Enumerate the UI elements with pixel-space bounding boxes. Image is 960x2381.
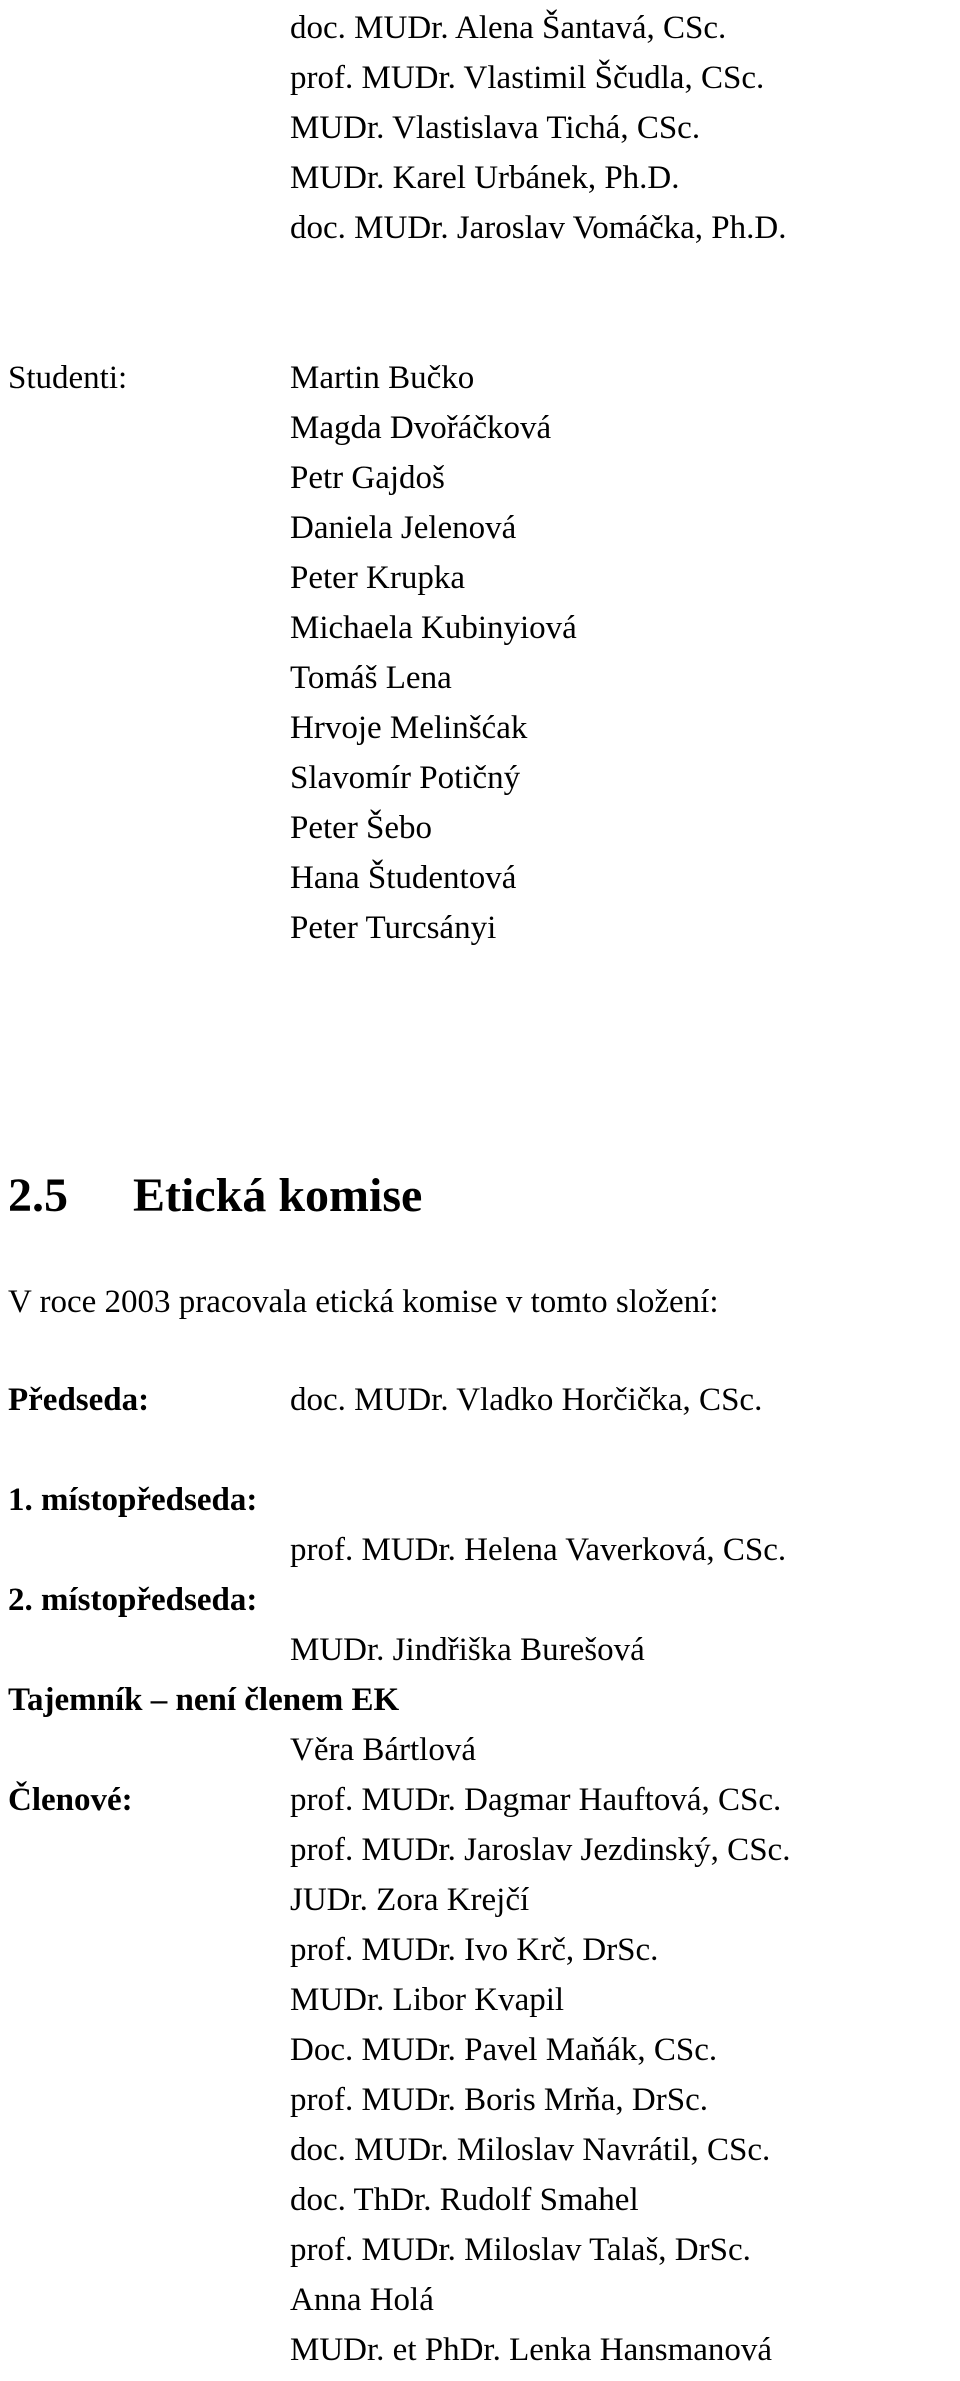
student-name: Hana Študentová — [290, 860, 517, 896]
section-intro: V roce 2003 pracovala etická komise v tomto složení: — [8, 1284, 719, 1320]
student-name: Peter Šebo — [290, 810, 433, 846]
vice-chair-2-label: 2. místopředseda: — [8, 1582, 258, 1618]
vice-chair-1-label: 1. místopředseda: — [8, 1482, 258, 1518]
committee-member-name: prof. MUDr. Vlastimil Ščudla, CSc. — [290, 60, 765, 96]
student-name: Daniela Jelenová — [290, 510, 517, 546]
member-name: doc. ThDr. Rudolf Smahel — [290, 2182, 639, 2218]
section-heading — [8, 1168, 422, 1224]
student-name: Tomáš Lena — [290, 660, 452, 696]
member-name: prof. MUDr. Jaroslav Jezdinský, CSc. — [290, 1832, 791, 1868]
student-name: Petr Gajdoš — [290, 460, 445, 496]
member-name: prof. MUDr. Miloslav Talaš, DrSc. — [290, 2232, 751, 2268]
vice-chair-2-name: MUDr. Jindřiška Burešová — [290, 1632, 645, 1668]
student-name: Peter Krupka — [290, 560, 466, 596]
student-name: Hrvoje Melinšćak — [290, 710, 528, 746]
student-name: Michaela Kubinyiová — [290, 610, 577, 646]
student-name: Peter Turcsányi — [290, 910, 497, 946]
vice-chair-1-name: prof. MUDr. Helena Vaverková, CSc. — [290, 1532, 787, 1568]
committee-member-name: doc. MUDr. Jaroslav Vomáčka, Ph.D. — [290, 210, 787, 246]
member-name: prof. MUDr. Ivo Krč, DrSc. — [290, 1932, 659, 1968]
member-name: prof. MUDr. Boris Mrňa, DrSc. — [290, 2082, 708, 2118]
member-name: doc. MUDr. Miloslav Navrátil, CSc. — [290, 2132, 771, 2168]
members-label: Členové: — [8, 1782, 133, 1818]
chair-name: doc. MUDr. Vladko Horčička, CSc. — [290, 1382, 763, 1418]
member-name: MUDr. et PhDr. Lenka Hansmanová — [290, 2332, 773, 2368]
committee-member-name: MUDr. Vlastislava Tichá, CSc. — [290, 110, 701, 146]
member-name: prof. MUDr. Dagmar Hauftová, CSc. — [290, 1782, 782, 1818]
section-title: Etická komise — [133, 1169, 423, 1222]
member-name: JUDr. Zora Krejčí — [290, 1882, 530, 1918]
student-name: Slavomír Potičný — [290, 760, 521, 796]
section-number: 2.5 — [8, 1169, 68, 1222]
member-name: Doc. MUDr. Pavel Maňák, CSc. — [290, 2032, 718, 2068]
secretary-name: Věra Bártlová — [290, 1732, 476, 1768]
chair-label: Předseda: — [8, 1382, 150, 1418]
students-label: Studenti: — [8, 360, 128, 396]
student-name: Martin Bučko — [290, 360, 475, 396]
member-name: MUDr. Libor Kvapil — [290, 1982, 565, 2018]
secretary-label: Tajemník – není členem EK — [8, 1682, 400, 1718]
member-name: Anna Holá — [290, 2282, 434, 2318]
committee-member-name: doc. MUDr. Alena Šantavá, CSc. — [290, 10, 727, 46]
committee-member-name: MUDr. Karel Urbánek, Ph.D. — [290, 160, 680, 196]
student-name: Magda Dvořáčková — [290, 410, 552, 446]
